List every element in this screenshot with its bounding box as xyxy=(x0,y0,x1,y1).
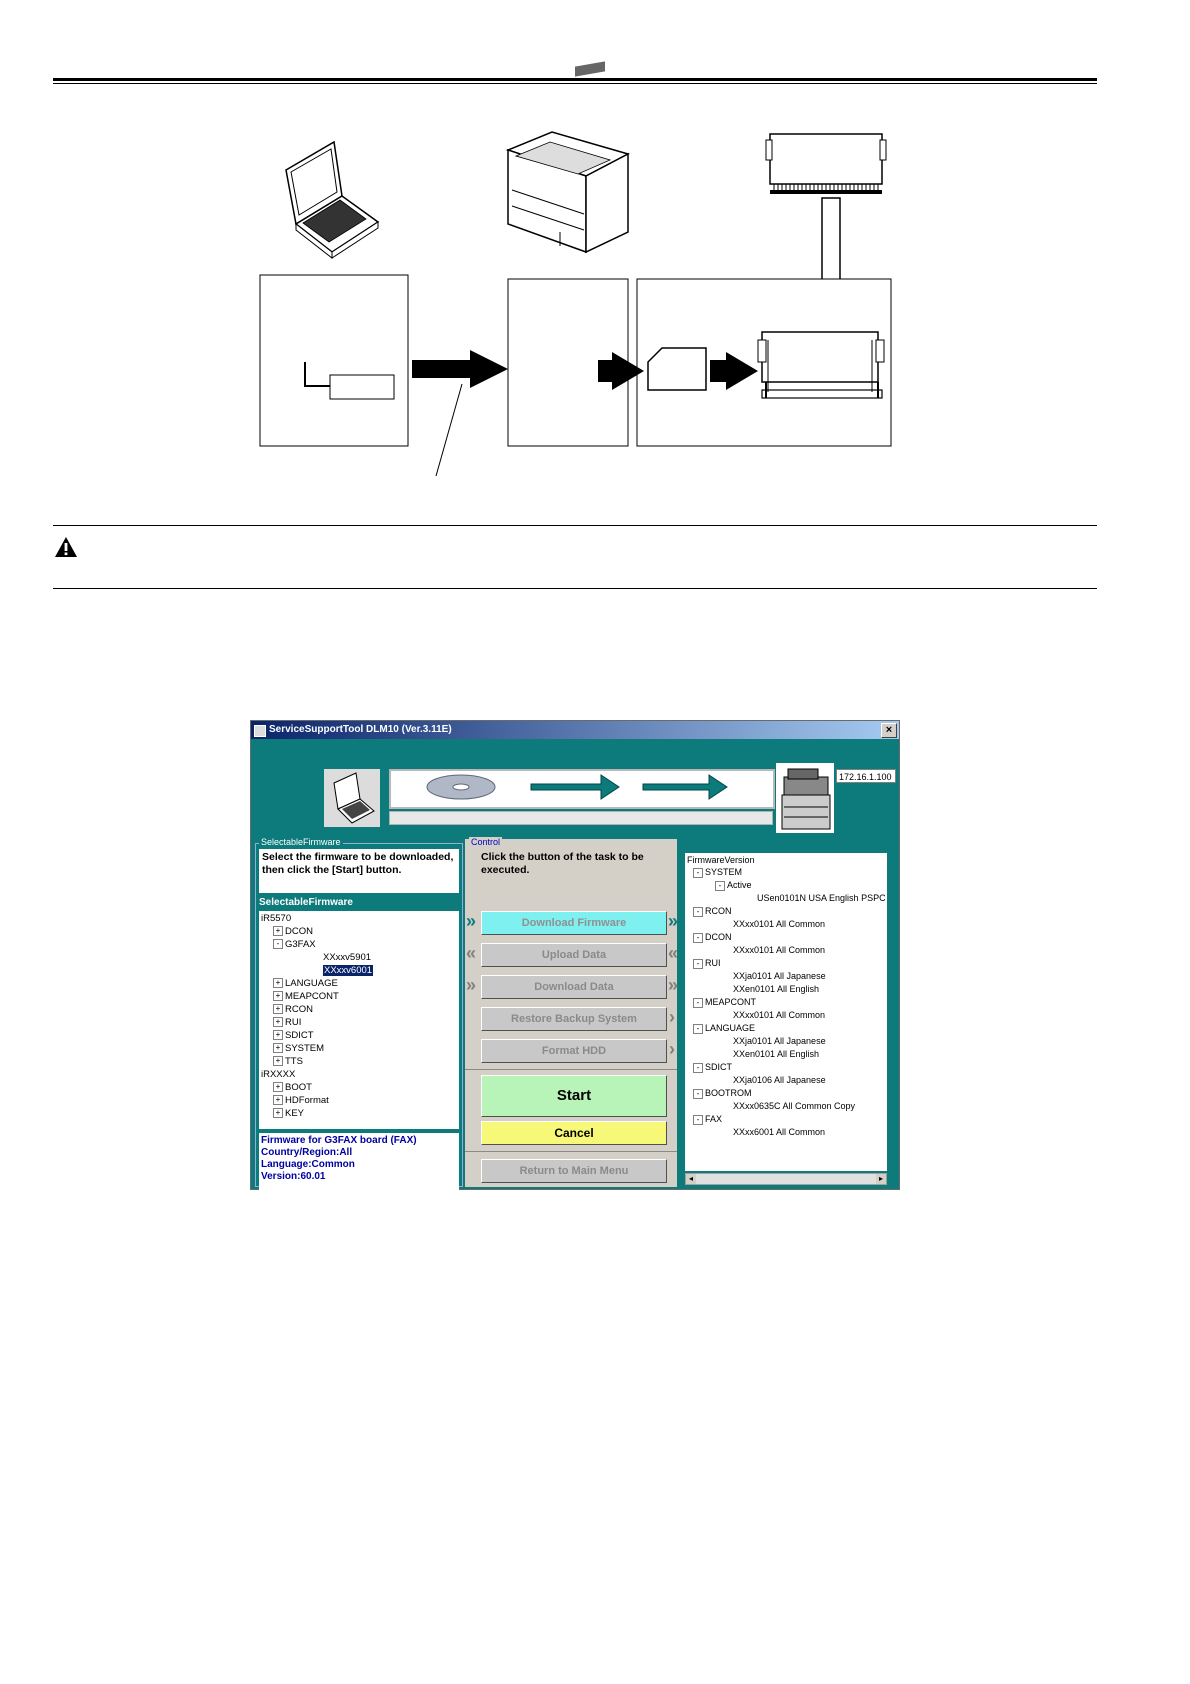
control-prompt: Click the button of the task to be executed. xyxy=(481,851,644,876)
caution-rule-top xyxy=(53,525,1097,526)
tree-item[interactable]: XXxx0101 All Common xyxy=(733,919,826,929)
tree-item[interactable]: + HDFormat xyxy=(273,1095,329,1106)
instruction-text: Select the firmware to be downloaded, then click the [Start] button. xyxy=(259,849,459,893)
tree-item[interactable]: XXen0101 All English xyxy=(733,984,820,994)
firmware-version-tree[interactable] xyxy=(685,853,887,1171)
tree-item[interactable]: + RCON xyxy=(273,1004,313,1015)
collapse-icon: - xyxy=(693,933,703,943)
tree-item[interactable]: - DCON xyxy=(693,932,732,943)
tree-item[interactable]: - FAX xyxy=(693,1114,722,1125)
upload-data-button[interactable]: Upload Data xyxy=(481,943,667,967)
tree-item[interactable]: - G3FAX xyxy=(273,939,316,950)
tree-item[interactable]: - LANGUAGE xyxy=(693,1023,755,1034)
scroll-right-icon[interactable]: ▸ xyxy=(876,1174,886,1184)
info-line: Language:Common xyxy=(261,1159,355,1170)
scroll-left-icon[interactable]: ◂ xyxy=(686,1174,696,1184)
tree-item[interactable]: + DCON xyxy=(273,926,313,937)
progress-banner xyxy=(251,739,899,835)
chevron-left-icon: « xyxy=(466,943,477,963)
tree-item[interactable]: XXen0101 All English xyxy=(733,1049,820,1059)
expand-icon: + xyxy=(273,1108,283,1118)
download-data-button[interactable]: Download Data xyxy=(481,975,667,999)
chevron-right-icon: » xyxy=(668,975,679,995)
tree-item[interactable]: - SDICT xyxy=(693,1062,732,1073)
chevron-right-icon: » xyxy=(668,911,679,931)
horizontal-scrollbar[interactable] xyxy=(685,1173,887,1185)
tree-item[interactable]: - Active xyxy=(715,880,752,891)
tree-item[interactable]: iRXXXX xyxy=(261,1069,296,1080)
ip-address-field[interactable]: 172.16.1.100 xyxy=(836,769,896,783)
chevron-right-icon: › xyxy=(669,1007,675,1027)
pc-box xyxy=(260,275,408,446)
window-title: ServiceSupportTool DLM10 (Ver.3.11E) xyxy=(269,724,452,735)
expand-icon: + xyxy=(273,1082,283,1092)
info-line: Country/Region:All xyxy=(261,1147,353,1158)
chip-shape xyxy=(648,348,706,390)
firmware-info-box xyxy=(259,1133,459,1193)
firmware-list-title: SelectableFirmware xyxy=(259,897,353,908)
tree-item[interactable]: + KEY xyxy=(273,1108,304,1119)
tree-item[interactable]: - RCON xyxy=(693,906,732,917)
expand-icon: + xyxy=(273,1004,283,1014)
collapse-icon: - xyxy=(693,998,703,1008)
collapse-icon: - xyxy=(693,959,703,969)
laptop-illustration xyxy=(286,142,378,258)
expand-icon[interactable]: + xyxy=(273,926,283,936)
caution-rule-bottom xyxy=(53,588,1097,589)
chevron-right-icon: » xyxy=(466,975,477,995)
copier-icon xyxy=(776,763,834,833)
tree-item[interactable]: iR5570 xyxy=(261,913,292,924)
tree-item[interactable]: - SYSTEM xyxy=(693,867,742,878)
transfer-animation xyxy=(389,769,775,809)
collapse-icon: - xyxy=(693,1115,703,1125)
tree-item[interactable]: + SDICT xyxy=(273,1030,314,1041)
collapse-icon: - xyxy=(715,881,725,891)
tree-item[interactable]: + BOOT xyxy=(273,1082,312,1093)
expand-icon: + xyxy=(273,1017,283,1027)
expand-icon: + xyxy=(273,1056,283,1066)
divider xyxy=(465,1069,677,1070)
status-bar xyxy=(389,811,773,825)
collapse-icon: - xyxy=(693,1024,703,1034)
chevron-left-icon: « xyxy=(668,943,679,963)
tree-item[interactable]: + RUI xyxy=(273,1017,301,1028)
collapse-icon[interactable]: - xyxy=(273,939,283,949)
tree-item[interactable]: XXja0101 All Japanese xyxy=(733,971,826,981)
app-icon xyxy=(254,725,266,737)
tree-item[interactable]: XXja0106 All Japanese xyxy=(733,1075,826,1085)
service-tool-window xyxy=(250,720,900,1190)
tree-item[interactable]: + SYSTEM xyxy=(273,1043,324,1054)
start-button[interactable]: Start xyxy=(481,1075,667,1117)
collapse-icon: - xyxy=(693,1063,703,1073)
tree-item[interactable]: XXja0101 All Japanese xyxy=(733,1036,826,1046)
tree-item[interactable]: - BOOTROM xyxy=(693,1088,752,1099)
selectable-firmware-panel xyxy=(255,839,463,1187)
expand-icon: + xyxy=(273,1043,283,1053)
divider xyxy=(465,1151,677,1152)
tree-item[interactable]: XXxxv5901 xyxy=(323,952,372,963)
format-hdd-button[interactable]: Format HDD xyxy=(481,1039,667,1063)
tree-item[interactable]: + LANGUAGE xyxy=(273,978,338,989)
expand-icon: + xyxy=(273,1030,283,1040)
tree-item[interactable]: - RUI xyxy=(693,958,721,969)
download-firmware-button[interactable]: Download Firmware xyxy=(481,911,667,935)
return-main-menu-button[interactable]: Return to Main Menu xyxy=(481,1159,667,1183)
chevron-right-icon: » xyxy=(466,911,477,931)
control-group-label: Control xyxy=(471,837,501,847)
version-group-label: FirmwareVersion xyxy=(687,855,755,865)
info-line: Firmware for G3FAX board (FAX) xyxy=(261,1135,417,1146)
tree-item[interactable]: XXxx0635C All Common Copy xyxy=(733,1101,856,1111)
restore-backup-button[interactable]: Restore Backup System xyxy=(481,1007,667,1031)
info-line: Version:60.01 xyxy=(261,1171,326,1182)
expand-icon: + xyxy=(273,991,283,1001)
download-flow-diagram xyxy=(0,0,1190,480)
tree-item-selected[interactable]: XXxxv6001 xyxy=(324,965,373,976)
pc-icon xyxy=(324,769,380,827)
tree-item[interactable]: - MEAPCONT xyxy=(693,997,756,1008)
tree-item[interactable]: XXxx0101 All Common xyxy=(733,945,826,955)
expand-icon: + xyxy=(273,978,283,988)
tree-item[interactable]: XXxx6001 All Common xyxy=(733,1127,826,1137)
left-group-label: SelectableFirmware xyxy=(261,837,341,847)
expand-icon: + xyxy=(273,1095,283,1105)
tree-item[interactable]: + MEAPCONT xyxy=(273,991,339,1002)
memory-module-illustration xyxy=(766,134,886,194)
tree-item[interactable]: XXxx0101 All Common xyxy=(733,1010,826,1020)
cancel-button[interactable]: Cancel xyxy=(481,1121,667,1145)
collapse-icon: - xyxy=(693,1089,703,1099)
transfer-arrow xyxy=(412,350,508,388)
tree-item[interactable]: USen0101N USA English PSPC xyxy=(757,893,886,903)
collapse-icon: - xyxy=(693,868,703,878)
tree-item[interactable]: + TTS xyxy=(273,1056,303,1067)
control-panel xyxy=(465,839,677,1187)
collapse-icon: - xyxy=(693,907,703,917)
warning-icon xyxy=(54,536,78,558)
title-bar xyxy=(251,721,899,739)
firmware-version-panel xyxy=(681,839,895,1187)
chevron-right-icon: › xyxy=(669,1039,675,1059)
firmware-tree[interactable] xyxy=(259,911,459,1129)
close-button[interactable]: × xyxy=(881,723,897,738)
